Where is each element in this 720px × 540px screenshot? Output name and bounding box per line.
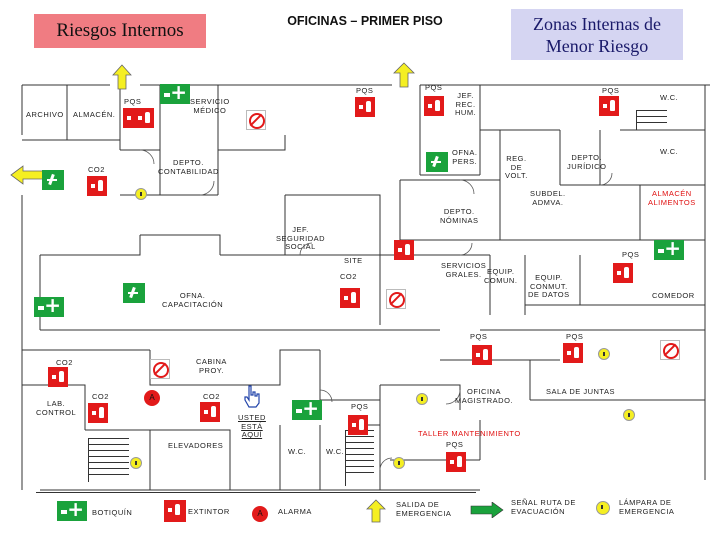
co2-label: CO2 [340,272,357,281]
room-depto-nominas: DEPTO. NÓMINAS [440,207,479,225]
pqs-label: PQS [602,86,620,95]
exit-arrow-icon [112,64,132,90]
no-smoking-icon [150,359,170,379]
extinguisher-icon [164,500,186,522]
extinguisher-icon [340,288,360,308]
room-wc-top-right-2: W.C. [660,147,679,156]
room-jef-seguridad-social: JEF. SEGURIDAD SOCIAL [276,225,326,252]
room-lab-control: LAB. CONTROL [36,399,77,417]
emergency-lamp-icon [623,409,635,421]
room-servicio-medico: SERVICIO MÉDICO [190,97,230,115]
pqs-label: PQS [622,250,640,259]
exit-arrow-icon [10,165,46,185]
stairs-center [345,430,374,486]
extinguisher-icon [613,263,633,283]
room-servicios-grales: SERVICIOS GRALES. [441,261,487,279]
extinguisher-icon [348,415,368,435]
room-depto-juridico: DEPTO. JURÍDICO [567,153,607,171]
room-jef-rec-hum: JEF. REC. HUM. [455,91,477,118]
no-smoking-icon [386,289,406,309]
extinguisher-icon [563,343,583,363]
exit-arrow-icon [393,62,415,88]
alarm-icon: A [144,390,160,406]
pqs-label: PQS [351,402,369,411]
extinguisher-icon [599,96,619,116]
first-aid-icon [160,84,190,104]
room-ofna-pers: OFNA. PERS. [452,148,478,166]
room-wc-top-right-1: W.C. [660,93,679,102]
first-aid-icon [654,240,684,260]
emergency-lamp-icon [596,501,610,515]
room-almacen: ALMACÉN. [73,110,116,119]
extinguisher-icon [200,402,220,422]
evacuation-arrow-icon [470,502,504,518]
room-reg-de-volt: REG. DE VOLT. [505,154,528,181]
extinguisher-icon [446,452,466,472]
emergency-lamp-icon [130,457,142,469]
legend-senal-ruta: SEÑAL RUTA DE EVACUACIÓN [511,498,576,516]
pqs-label: PQS [124,97,142,106]
stairs-left [88,438,129,482]
no-smoking-icon [660,340,680,360]
extinguisher-icon [355,97,375,117]
room-wc-bottom-2: W.C. [326,447,345,456]
room-elevadores: ELEVADORES [168,441,224,450]
extinguisher-icon [134,108,154,128]
room-equip-comun: EQUIP. COMUN. [484,267,518,285]
pqs-label: PQS [446,440,464,449]
extinguisher-icon [472,345,492,365]
legend-extintor: EXTINTOR [188,507,230,516]
title-right: Zonas Internas de Menor Riesgo [533,14,661,56]
emergency-lamp-icon [598,348,610,360]
legend-botiquin: BOTIQUÍN [92,508,133,517]
room-subdel-admva: SUBDEL. ADMVA. [530,189,566,207]
emergency-lamp-icon [135,188,147,200]
room-oficina-magistrado: OFICINA MAGISTRADO. [455,387,514,405]
stairs-right-top [636,110,667,130]
alarm-icon: A [252,506,268,522]
room-taller-mantenimiento: TALLER MANTENIMIENTO [418,429,521,438]
pqs-label: PQS [425,83,443,92]
co2-label: CO2 [56,358,73,367]
legend-border [36,492,476,493]
room-wc-bottom-1: W.C. [288,447,307,456]
room-depto-contabilidad: DEPTO. CONTABILIDAD [158,158,219,176]
emergency-lamp-icon [393,457,405,469]
pqs-label: PQS [356,86,374,95]
legend-lampara: LÁMPARA DE EMERGENCIA [619,498,675,516]
room-almacen-alimentos: ALMACÉN ALIMENTOS [648,189,696,207]
pqs-label: PQS [470,332,488,341]
first-aid-icon [292,400,322,420]
room-site: SITE [344,256,363,265]
evacuation-sign-icon [426,152,448,172]
extinguisher-icon [87,176,107,196]
extinguisher-icon [394,240,414,260]
emergency-lamp-icon [416,393,428,405]
evacuation-sign-icon [42,170,64,190]
room-sala-de-juntas: SALA DE JUNTAS [546,387,615,396]
legend-salida-emergencia: SALIDA DE EMERGENCIA [396,500,452,518]
title-left: Riesgos Internos [56,20,184,41]
room-comedor: COMEDOR [652,291,695,300]
legend-alarma: ALARMA [278,507,312,516]
room-equip-conmut-datos: EQUIP. CONMUT. DE DATOS [528,273,570,300]
co2-label: CO2 [203,392,220,401]
co2-label: CO2 [92,392,109,401]
extinguisher-icon [88,403,108,423]
room-ofna-capacitacion: OFNA. CAPACITACIÓN [162,291,224,309]
first-aid-icon [34,297,64,317]
legend-box [36,492,716,532]
extinguisher-icon [424,96,444,116]
hand-pointer-icon [243,384,261,408]
title-center: OFICINAS – PRIMER PISO [287,14,443,28]
co2-label: CO2 [88,165,105,174]
room-archivo: ARCHIVO [26,110,64,119]
you-are-here-label: USTED ESTÁ AQUÍ [238,413,266,440]
room-cabina-proy: CABINA PROY. [196,357,227,375]
pqs-label: PQS [566,332,584,341]
no-smoking-icon [246,110,266,130]
extinguisher-icon [48,367,68,387]
evacuation-sign-icon [123,283,145,303]
first-aid-icon [57,501,87,521]
